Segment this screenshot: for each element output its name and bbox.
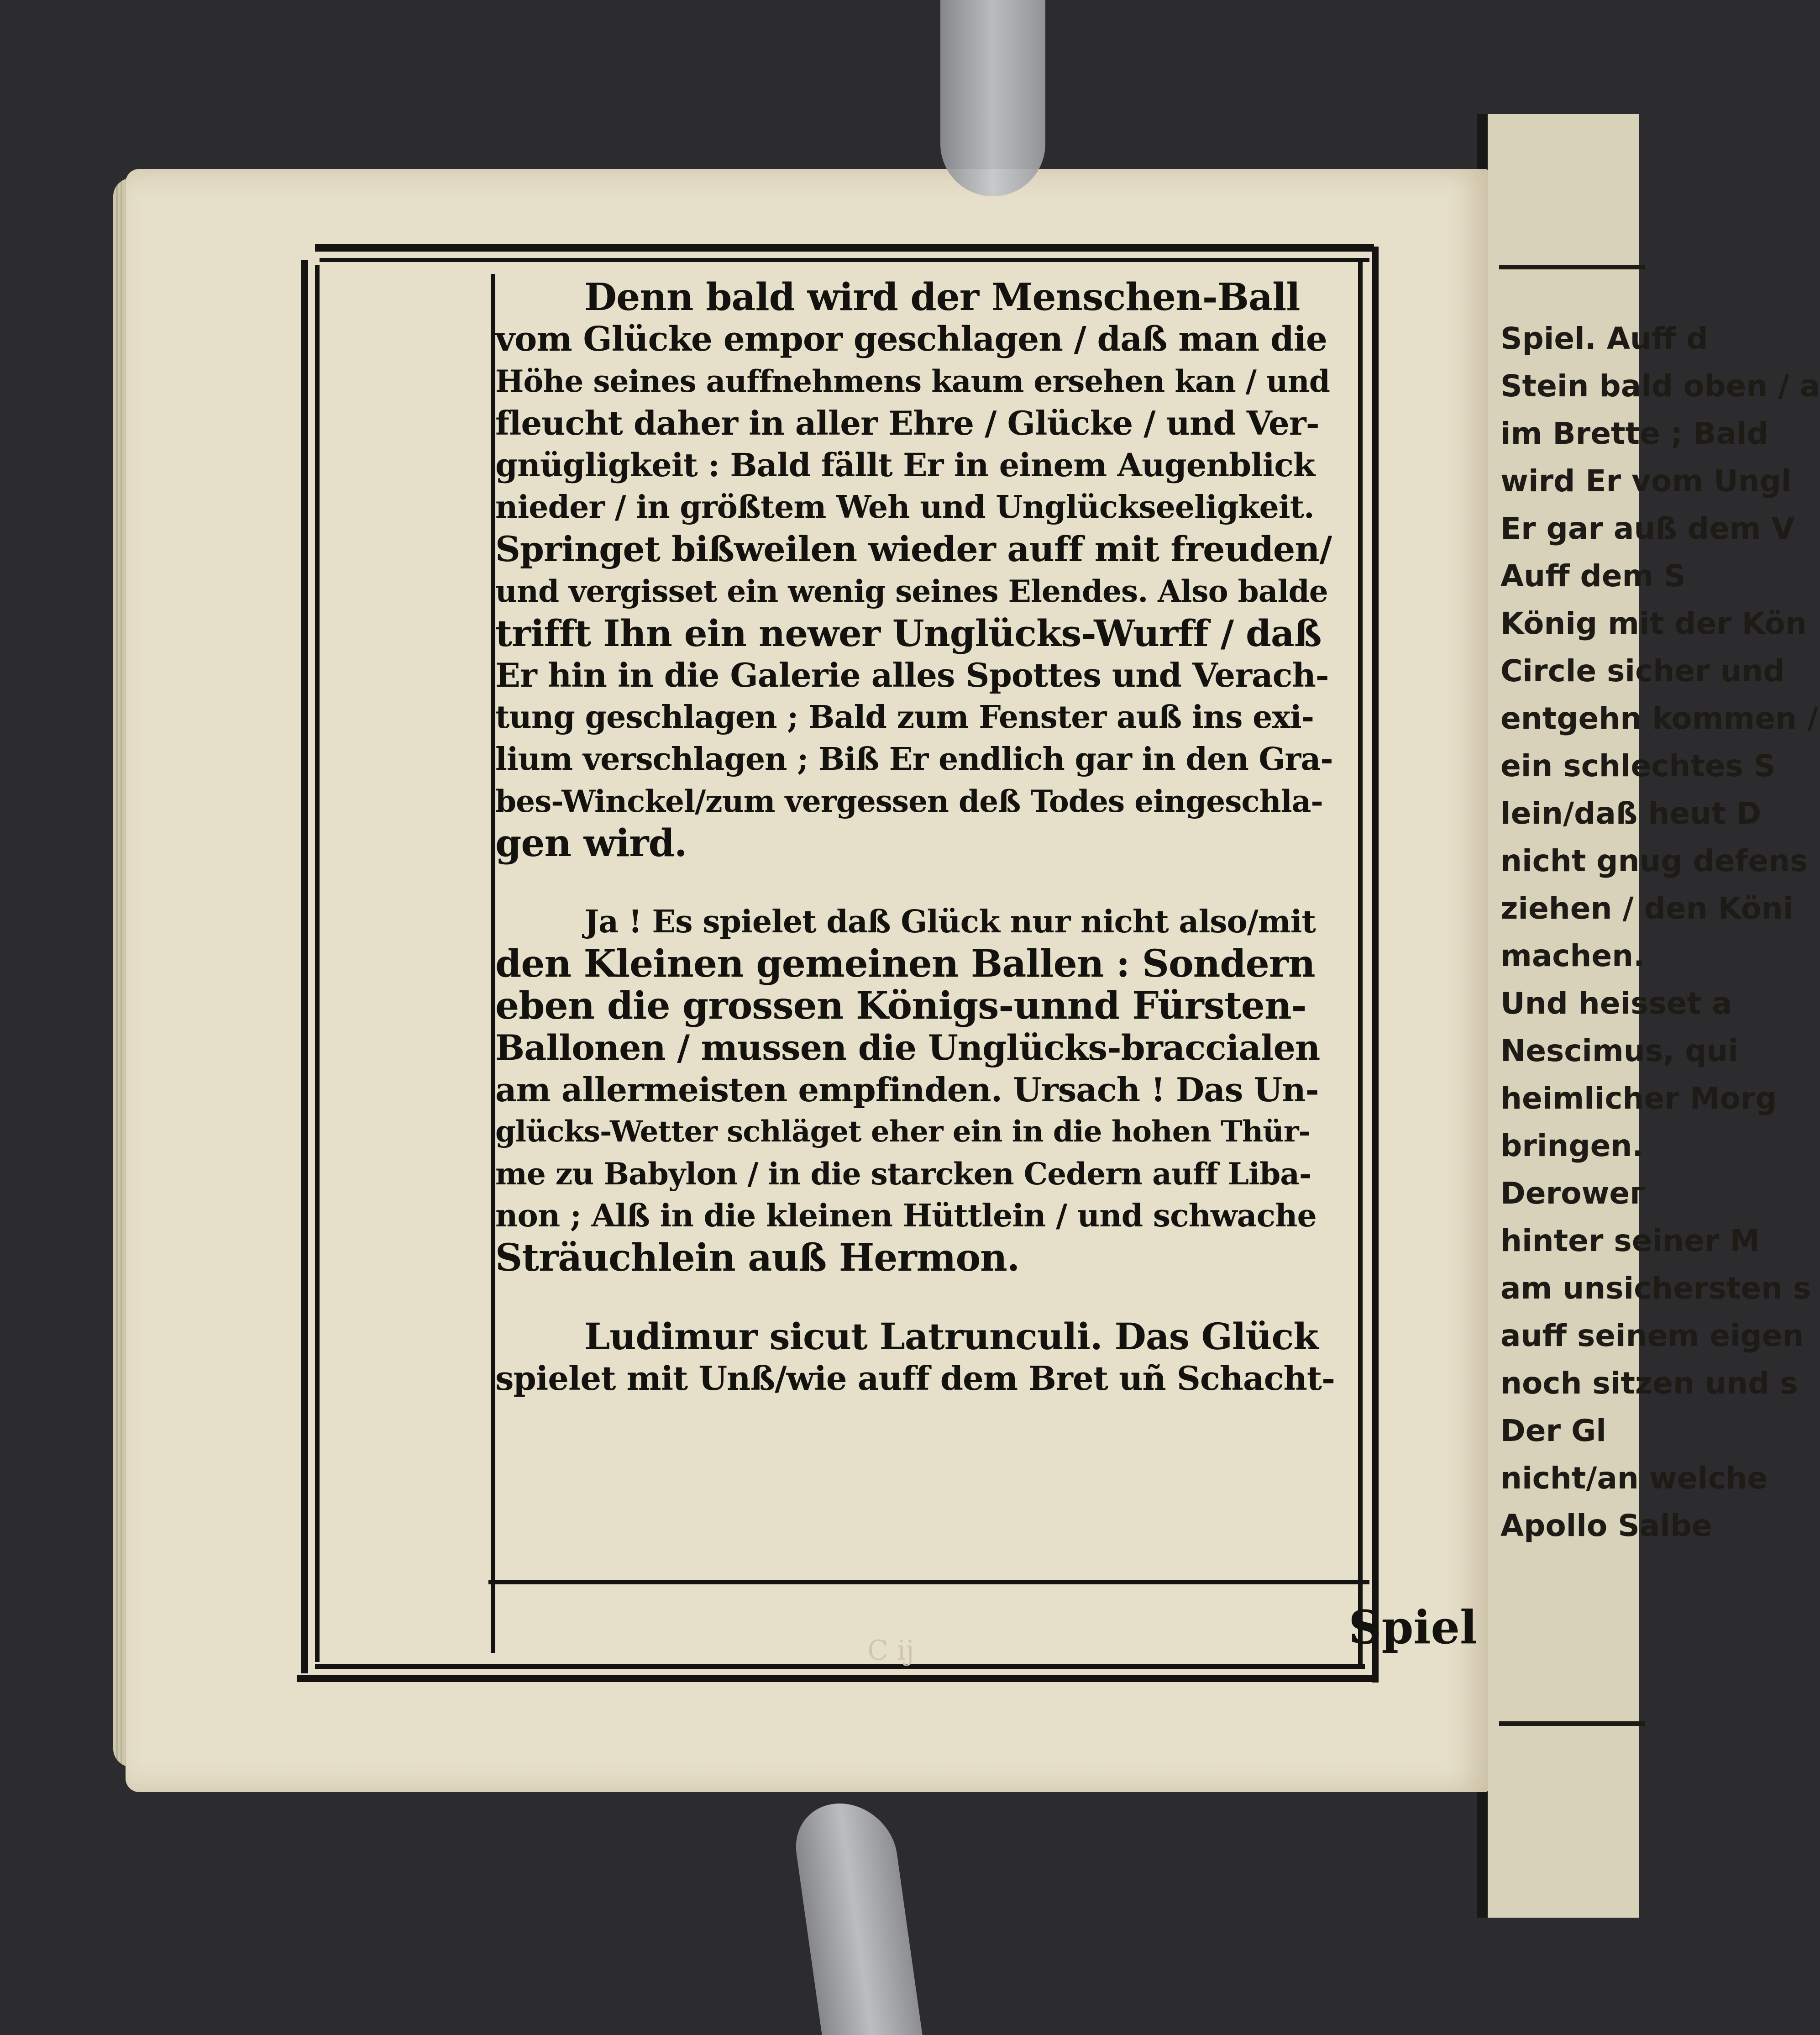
- facing-page-line: nicht gnug defens: [1500, 843, 1808, 878]
- facing-page-line: Spiel. Auff d: [1500, 321, 1708, 356]
- text-line: tung geschlagen ; Bald zum Fenster auß ins exi-: [495, 699, 1314, 736]
- catchword: Spiel: [1348, 1600, 1477, 1654]
- facing-page-line: Derowег: [1500, 1176, 1646, 1211]
- text-line: lium verschlagen ; Biß Er endlich gar in den Gra-: [495, 741, 1333, 778]
- frame-outer-right: [1372, 247, 1379, 1683]
- text-line: eben die grossen Königs-unnd Fürsten-: [495, 984, 1306, 1028]
- facing-page-line: Nescimus, qui: [1500, 1033, 1738, 1068]
- text-line: vom Glücke empor geschlagen / daß man die: [495, 320, 1327, 359]
- signature-mark: C ij: [867, 1635, 914, 1667]
- text-line: Höhe seines auffnehmens kaum ersehen kan / und: [495, 363, 1330, 399]
- facing-page-line: entgehn kommen /: [1500, 701, 1819, 736]
- frame-inner-left: [315, 265, 320, 1662]
- page-text: [495, 276, 1335, 1399]
- facing-page-rule-bottom: [1499, 1721, 1645, 1726]
- text-line: den Kleinen gemeinen Ballen : Sondern: [495, 942, 1315, 986]
- text-line: bes-Winckel/zum vergessen deß Todes eingeschla-: [495, 784, 1323, 819]
- text-line: fleucht daher in aller Ehre / Glücke / und Ver-: [495, 404, 1319, 442]
- facing-page-rule-top: [1499, 265, 1645, 269]
- facing-page-line: Der Gl: [1500, 1413, 1606, 1448]
- text-line: Ludimur sicut Latrunculi. Das Glück: [584, 1315, 1318, 1358]
- facing-page-line: Apollo Salbe: [1500, 1508, 1712, 1543]
- clip-top: [940, 0, 1045, 196]
- facing-page-line: Und heisset a: [1500, 986, 1732, 1021]
- facing-page-line: am unsichersten s: [1500, 1271, 1811, 1306]
- frame-text-rule-left: [491, 274, 495, 1653]
- text-line: spielet mit Unß/wie auff dem Bret uñ Schacht-: [495, 1359, 1335, 1398]
- frame-inner-right: [1358, 260, 1363, 1667]
- text-line: me zu Babylon / in die starcken Cedern auff Liba-: [495, 1156, 1311, 1192]
- facing-page-line: nicht/an welche: [1500, 1461, 1768, 1496]
- text-line: glücks-Wetter schläget eher ein in die hohen Thür-: [495, 1115, 1311, 1149]
- facing-page-line: lein/daß heut D: [1500, 796, 1762, 831]
- facing-page-line: Auff dem S: [1500, 558, 1686, 594]
- paragraph-3: [495, 1315, 1335, 1399]
- text-line: nieder / in größtem Weh und Unglückseeligkeit.: [495, 489, 1314, 526]
- text-line: Sträuchlein auß Hermon.: [495, 1236, 1020, 1280]
- facing-page-line: Er gar auß dem V: [1500, 511, 1795, 546]
- facing-page-line: Stein bald oben / a: [1500, 368, 1820, 404]
- facing-page-line: Circle sicher und: [1500, 653, 1785, 689]
- facing-page-line: ziehen / den Köni: [1500, 891, 1794, 926]
- facing-page-line: heimlicher Morg: [1500, 1081, 1777, 1116]
- frame-outer-left: [301, 260, 308, 1673]
- paragraph-gap: [495, 864, 1335, 901]
- frame-outer-bottom: [297, 1675, 1379, 1682]
- text-line: Er hin in die Galerie alles Spottes und Verach-: [495, 656, 1329, 694]
- facing-page-line: wird Er vom Ungl: [1500, 463, 1792, 499]
- text-line: und vergisset ein wenig seines Elendes. Also balde: [495, 573, 1328, 609]
- text-line: trifft Ihn ein newer Unglücks-Wurff / daß: [495, 612, 1322, 655]
- facing-page-line: bringen.: [1500, 1128, 1644, 1163]
- facing-page-line: ein schlechtes S: [1500, 748, 1776, 784]
- paragraph-2: [495, 901, 1335, 1279]
- facing-page-line: noch sitzen und s: [1500, 1366, 1798, 1401]
- frame-outer-top: [315, 244, 1374, 252]
- text-line: gnügligkeit : Bald fällt Er in einem Augenblick: [495, 446, 1315, 484]
- facing-page-line: auff seinem eigen: [1500, 1318, 1804, 1353]
- paragraph-1: [495, 276, 1335, 864]
- facing-page: [1477, 114, 1820, 1918]
- text-line: Ja ! Es spielet daß Glück nur nicht also/mit: [584, 904, 1316, 940]
- facing-page-line: hinter seiner M: [1500, 1223, 1760, 1258]
- frame-inner-bottom: [315, 1664, 1365, 1669]
- facing-page-text: [1500, 315, 1820, 1550]
- facing-page-line: König mit der Kön: [1500, 606, 1807, 641]
- facing-page-line: machen.: [1500, 938, 1645, 973]
- paragraph-gap: [495, 1279, 1335, 1315]
- frame-text-rule-bottom: [488, 1580, 1369, 1584]
- text-line: Springet bißweilen wieder auff mit freuden/: [495, 529, 1332, 569]
- text-line: Ballonen / mussen die Unglücks-braccialen: [495, 1027, 1320, 1068]
- text-line: Denn bald wird der Menschen-Ball: [584, 275, 1300, 319]
- facing-page-line: im Brette ; Bald: [1500, 416, 1768, 451]
- text-line: am allermeisten empfinden. Ursach ! Das Un-: [495, 1070, 1319, 1109]
- text-line: non ; Alß in die kleinen Hüttlein / und schwache: [495, 1198, 1316, 1234]
- text-line: gen wird.: [495, 821, 687, 865]
- frame-inner-top: [320, 258, 1369, 262]
